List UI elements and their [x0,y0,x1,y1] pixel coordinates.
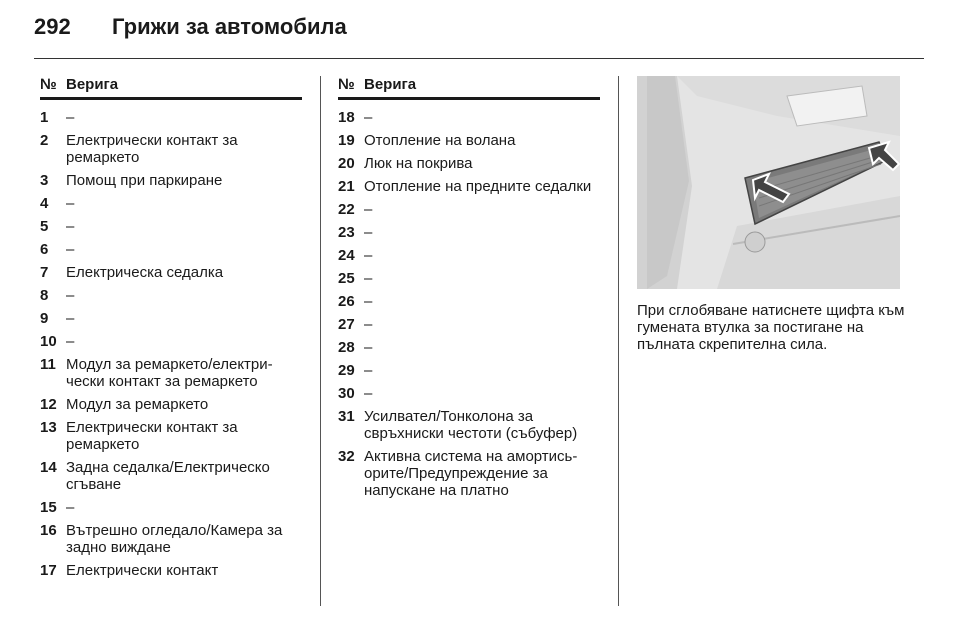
table-header [40,76,302,100]
circuit-name: – [364,385,373,402]
table-row [40,562,302,579]
table-header-number: № [40,76,57,93]
table-row [338,448,600,499]
table-row [40,396,302,413]
circuit-name: – [66,241,75,258]
circuit-name: – [66,218,75,235]
fuse-number: 16 [40,522,57,539]
fuse-number: 7 [40,264,49,281]
circuit-name: Модул за ремаркето/електри-чески контакт за ремаркето [66,356,273,390]
table-row [40,356,302,390]
table-row [338,155,600,172]
fuse-number: 9 [40,310,49,327]
fuse-number: 27 [338,316,355,333]
trunk-panel-illustration [637,76,900,289]
page-title: Грижи за автомобила [112,14,347,39]
header-rule [34,58,924,59]
fuse-number: 32 [338,448,355,465]
table-row [40,419,302,453]
circuit-name: – [364,224,373,241]
table-row [338,362,600,379]
fuse-number: 12 [40,396,57,413]
fuse-number: 10 [40,333,57,350]
table-row [40,132,302,166]
fuse-number: 30 [338,385,355,402]
fuse-number: 20 [338,155,355,172]
fuse-number: 15 [40,499,57,516]
circuit-name: – [66,499,75,516]
table-row [40,218,302,235]
circuit-name: Люк на покрива [364,155,473,172]
circuit-name: – [364,247,373,264]
circuit-name: Активна система на амортись-орите/Предупреждение за напускане на платно [364,448,578,499]
circuit-name: – [364,339,373,356]
fuse-table-column-1 [40,76,302,585]
fuse-number: 24 [338,247,355,264]
table-row [40,241,302,258]
fuse-number: 31 [338,408,355,425]
table-row [338,339,600,356]
table-row [40,310,302,327]
fuse-number: 21 [338,178,355,195]
table-header-number: № [338,76,355,93]
circuit-name: Вътрешно огледало/Камера за задно виждане [66,522,283,556]
table-row [338,270,600,287]
fuse-number: 19 [338,132,355,149]
table-row [338,247,600,264]
table-row [338,201,600,218]
fuse-number: 26 [338,293,355,310]
fuse-number: 23 [338,224,355,241]
table-row [40,195,302,212]
fuse-number: 25 [338,270,355,287]
table-row [338,408,600,442]
circuit-name: Отопление на предните седалки [364,178,592,195]
table-row [40,459,302,493]
circuit-name: – [364,201,373,218]
circuit-name: Електрически контакт за ремаркето [66,419,238,453]
fuse-number: 8 [40,287,49,304]
page-header [34,14,347,44]
circuit-name: Отопление на волана [364,132,516,149]
fuse-number: 28 [338,339,355,356]
table-row [40,287,302,304]
fuse-number: 14 [40,459,57,476]
table-row [338,178,600,195]
fuse-number: 29 [338,362,355,379]
table-header-label: Верига [66,76,119,93]
circuit-name: Модул за ремаркето [66,396,209,413]
fuse-number: 13 [40,419,57,436]
table-row [338,316,600,333]
circuit-name: Електрически контакт [66,562,219,579]
column-divider [320,76,321,606]
circuit-name: – [66,333,75,350]
table-row [338,132,600,149]
table-header-label: Верига [364,76,417,93]
table-row [40,499,302,516]
fuse-number: 11 [40,356,56,373]
fuse-number: 5 [40,218,49,235]
fuse-number: 2 [40,132,49,149]
fuse-number: 18 [338,109,355,126]
circuit-name: – [66,287,75,304]
table-rows [40,109,302,579]
fuse-table-column-2 [338,76,600,505]
circuit-name: – [364,270,373,287]
fuse-number: 4 [40,195,49,212]
circuit-name: – [66,310,75,327]
circuit-name: Помощ при паркиране [66,172,223,189]
table-row [338,109,600,126]
table-row [40,172,302,189]
table-row [40,264,302,281]
fuse-number: 17 [40,562,57,579]
circuit-name: Електрическа седалка [66,264,224,281]
circuit-name: – [364,293,373,310]
table-row [338,224,600,241]
circuit-name: – [364,316,373,333]
column-divider [618,76,619,606]
page-number: 292 [34,14,71,39]
circuit-name: Електрически контакт за ремаркето [66,132,238,166]
table-rows [338,109,600,499]
table-row [338,385,600,402]
figure-caption: При сглобяване натиснете щифта към гумената втулка за постигане на пълната скрепителна сила. [637,302,905,353]
table-row [40,109,302,126]
table-row [40,333,302,350]
circuit-name: – [364,109,373,126]
circuit-name: – [66,109,75,126]
fuse-number: 6 [40,241,49,258]
circuit-name: Задна седалка/Електрическо сгъване [66,459,270,493]
fuse-number: 1 [40,109,49,126]
circuit-name: – [364,362,373,379]
fuse-number: 3 [40,172,49,189]
table-row [40,522,302,556]
table-header [338,76,600,100]
table-row [338,293,600,310]
circuit-name: Усилвател/Тонколона за свръхниски честоти (събуфер) [364,408,578,442]
fuse-number: 22 [338,201,355,218]
circuit-name: – [66,195,75,212]
